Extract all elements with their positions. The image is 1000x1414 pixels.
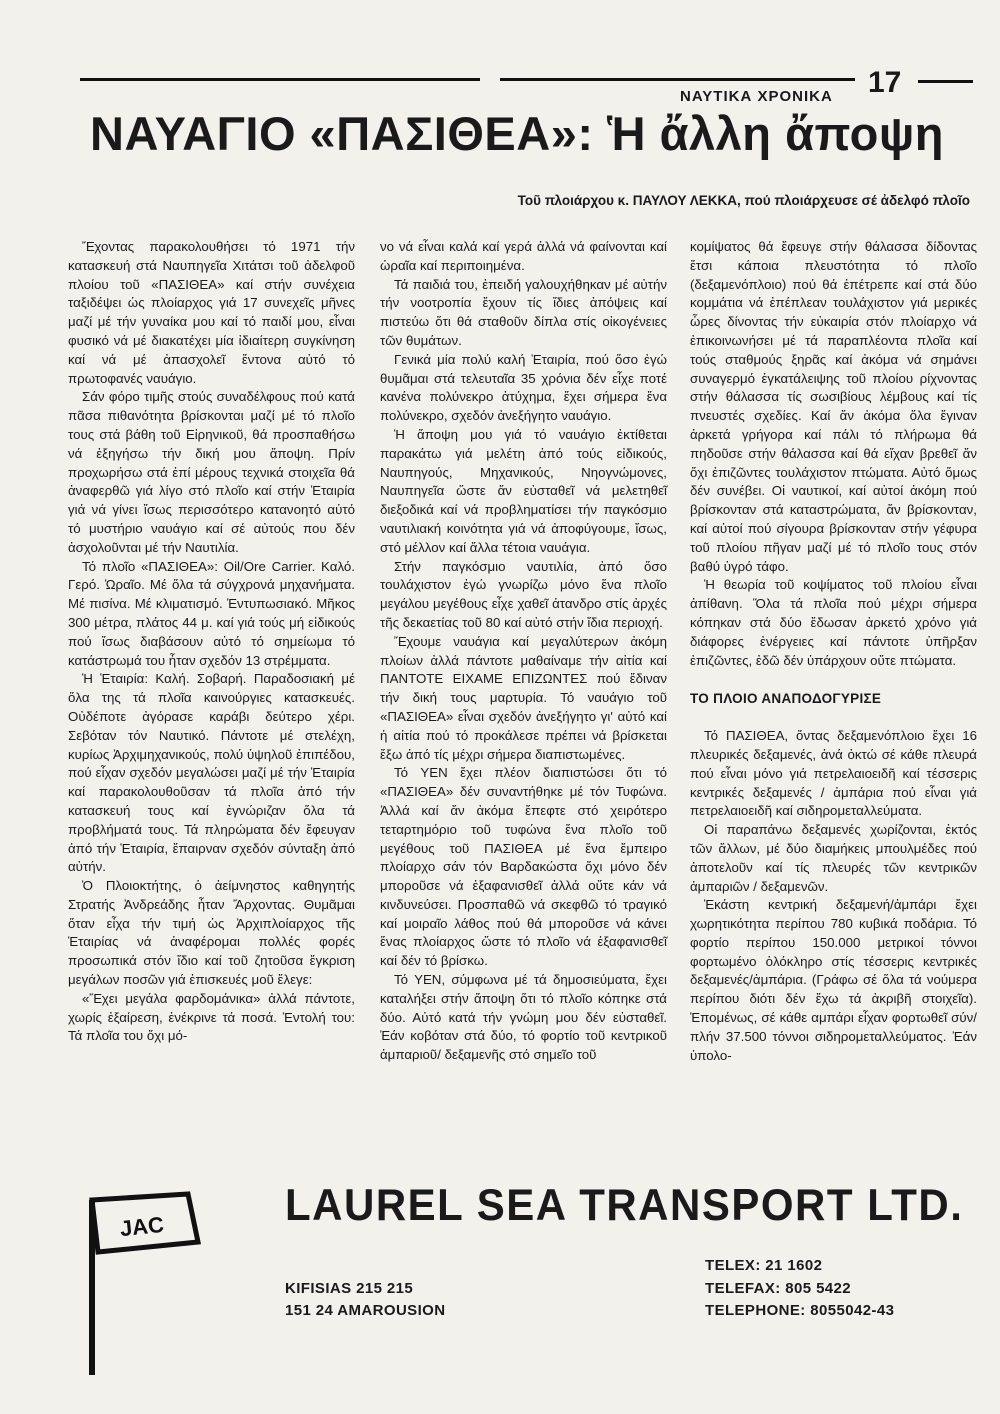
article-column-1 xyxy=(68,238,355,1046)
page-number: 17 xyxy=(868,66,902,99)
header-rule-end xyxy=(918,80,973,83)
paragraph: Ἔχουμε ναυάγια καί μεγαλύτερων ἀκόμη πλοίων ἀλλά πάντοτε μαθαίναμε τήν αἰτία καί ΠΑΝΤΟΤΕ ΕΙΧΑΜΕ ΕΠΙΖΩΝΤΕΣ πού ἔδιναν τήν δική τους μαρτυρία. Τό ναυάγιο τοῦ «ΠΑΣΙΘΕΑ» εἶναι σχεδόν ἀνεξήγητο γι' αὐτό καί ἡ αἰτία πού τό προκάλεσε πρέπει νά βρίσκεται ἔξω ἀπό τίς μέχρι σήμερα διαπιστωμένες. xyxy=(380,633,667,762)
paragraph: Ἡ Ἑταιρία: Καλή. Σοβαρή. Παραδοσιακή μέ ὅλα της τά πλοῖα καινούργιες κατασκευές. Οὐδέποτε ἀγόρασε καράβι δεύτερο χέρι. Σεβόταν τόν Ναυτικό. Πάντοτε μέ στελέχη, κυρίως Ἀρχιμηχανικούς, πολύ ὑψηλοῦ ἐπιπέδου, πού εἶχαν σχεδόν μεγαλώσει μαζί μέ τήν Ἑταιρία καί παρακολουθοῦσαν τά πλοῖα ἀπό τήν κατασκευή τους καί ἐγνώριζαν ὅλα τά προβλήματά τους. Τά πληρώματα δέν ἔφευγαν ἀπό τήν Ἑταιρία, ἔπαιρναν σχεδόν σύνταξη ἀπό αὐτήν. xyxy=(68,671,355,875)
article-column-2 xyxy=(380,238,667,1065)
article-column-3 xyxy=(690,238,977,1065)
paragraph: Ἡ ἄποψη μου γιά τό ναυάγιο ἐκτίθεται παρακάτω γιά μελέτη ἀπό τούς εἰδικούς, Ναυπηγούς, Μηχανικούς, Νηογνώμονες, Ναυπηγεῖα ὥστε ἄν εὐσταθεῖ νά μελετηθεῖ διεξοδικά καί νά προβληματίσει τήν παγκόσμιο ναυτιλιακή κοινότητα γιά νά ἀποφύγουμε, ἴσως, στό μέλλον καί ἄλλα τέτοια ναυάγια. xyxy=(380,426,667,555)
flag-icon xyxy=(70,1180,210,1380)
paragraph: Τό ΠΑΣΙΘΕΑ, ὄντας δεξαμενόπλοιο ἔχει 16 πλευρικές δεξαμενές, ἀνά ὀκτώ σέ κάθε πλευρά πού εἶναι μόνο γιά πετρελαιοειδῆ καί τέσσερις κεντρικές δεξαμενές / ἀμπάρια πού εἶναι γιά πετρελαιοειδῆ καί σιδηρομεταλλεύματα. xyxy=(690,728,977,819)
paragraph: Οἱ παραπάνω δεξαμενές χωρίζονται, ἐκτός τῶν ἄλλων, μέ δύο διαμήκεις μπουλμέδες πού ἀποτελοῦν καί τίς πλευρές τῶν κεντρικῶν ἀμπαριῶν / δεξαμενῶν. xyxy=(690,822,977,894)
paragraph: Ἑκάστη κεντρική δεξαμενή/ἀμπάρι ἔχει χωρητικότητα περίπου 780 κυβικά ποδάρια. Τό φορτίο περίπου 150.000 μετρικοί τόννοι φορτωμένο ὁλόκληρο στίς τέσσερις κεντρικές δεξαμενές/ἀμπάρια. (Γράφω σέ ὅλα τά νούμερα περίπου διότι δέν ἔχω τά ἀκριβῆ στοιχεῖα). Ἐπομένως, σέ κάθε αμπάρι εἶχαν φορτωθεῖ σύν/πλήν 37.500 τόννοι σιδηρομεταλλεύματος. Ἐάν ὑπολο- xyxy=(690,897,977,1063)
advertiser-address-line-1: KIFISIAS 215 215 xyxy=(285,1280,414,1297)
paragraph: νο νά εἶναι καλά καί γερά ἀλλά νά φαίνονται καί ὡραῖα καί περιποιημένα. xyxy=(380,239,667,273)
logo-text: JAC xyxy=(118,1211,166,1242)
paragraph: Ἡ θεωρία τοῦ κοψίματος τοῦ πλοίου εἶναι ἀπίθανη. Ὅλα τά πλοῖα πού μέχρι σήμερα κόπηκαν στά δύο ἔδωσαν ἀρκετό χρόνο γιά διάφορες ἐνέργειες καί πάντοτε ὑπῆρξαν ἐπιζῶντες, ἐδῶ δέν ὑπάρχουν οὔτε πτώματα. xyxy=(690,577,977,668)
article-byline: Τοῦ πλοιάρχου κ. ΠΑΥΛΟΥ ΛΕΚΚΑ, πού πλοιάρχευσε σέ ἀδελφό πλοῖο xyxy=(517,193,970,208)
paragraph: Τά παιδιά του, ἐπειδή γαλουχήθηκαν μέ αὐτήν τήν νοοτροπία ἔχουν τίς ἴδιες ἀπόψεις καί πιστεύω ὅτι θά σταθοῦν δίπλα στίς οἰκογένειες τῶν θυμάτων. xyxy=(380,276,667,348)
magazine-title: ΝΑΥΤΙΚΑ ΧΡΟΝΙΚΑ xyxy=(680,88,833,105)
article-headline: ΝΑΥΑΓΙΟ «ΠΑΣΙΘΕΑ»: Ἡ ἄλλη ἄποψη xyxy=(90,107,944,160)
paragraph: κομίψατος θά ἔφευγε στήν θάλασσα δίδοντας ἔτσι κάποια πλευστότητα τό πλοῖο (δεξαμενόπλοιο) πού θά ἐπέτρεπε καί στά δύο κομμάτια νά ἐπέπλεαν τουλάχιστον γιά μερικές ὧρες δίνοντας τήν εὐκαιρία στόν πλοίαρχο νά ἐπικοινωνήσει μέ τά παραπλέοντα πλοῖα καί τούς σταθμούς ξηρᾶς καί ἀκόμα νά σημάνει συναγερμό ἐγκατάλειψης τοῦ πλοίου ρίχνοντας στήν θάλασσα τίς σωσιβίους λέμβους καί τίς πνευστές σχεδίες. Καί ἄν ἀκόμα ὅλα ἔγιναν ἀρκετά γρήγορα καί πάλι τό πλήρωμα θά πηδοῦσε στήν θάλασσα καί θά εἴχαν βρεθεῖ ἄν ὄχι ἐπιζῶντες τουλάχιστον πτώματα. Αὐτό ὅμως δέν συνέβει. Οἱ ναυτικοί, καί αὐτοί ἀκόμη πού βρίσκονταν στά καταστρώματα, ἄν βρίσκονταν, καί αὐτοί πού σίγουρα βρίσκονταν στήν γέφυρα τοῦ πλοίου πῆγαν μαζί μέ τό πλοῖο τους στόν βαθύ ὑγρό τάφο. xyxy=(690,239,977,574)
paragraph: Τό ΥΕΝ ἔχει πλέον διαπιστώσει ὅτι τό «ΠΑΣΙΘΕΑ» δέν συναντήθηκε μέ τόν Τυφώνα. Ἀλλά καί ἄν ἀκόμα ἔπεφτε στό χειρότερο τεταρτημόριο τοῦ τυφώνα ἕνα πλοῖο τοῦ μεγέθους τοῦ ΠΑΣΙΘΕΑ μέ ἕνα ἔμπειρο πλοίαρχο σάν τόν Βαρδακώστα ὄχι μόνο δέν μποροῦσε νά ἐξαφανισθεῖ ἀλλά οὔτε κάν νά κινδυνεύσει. Προσπαθῶ νά σκεφθῶ τό τραγικό καί μοιραῖο λάθος πού θά μποροῦσε νά κάνει ἕνας πλοίαρχος ὥστε τό πλοῖο νά ἐξαφανισθεῖ καί δέν τό βρίσκω. xyxy=(380,765,667,969)
paragraph: Τό ΥΕΝ, σύμφωνα μέ τά δημοσιεύματα, ἔχει καταλήξει στήν ἄποψη ὅτι τό πλοῖο κόπηκε στά δύο. Αὐτό κατά τήν γνώμη μου δέν εὐσταθεῖ. Ἐάν κοβόταν στά δύο, τό φορτίο τοῦ κεντρικοῦ ἀμπαριοῦ/ δεξαμενῆς στό σημεῖο τοῦ xyxy=(380,972,667,1063)
advertiser-company-name: LAUREL SEA TRANSPORT LTD. xyxy=(285,1180,964,1230)
advertiser-address-line-2: 151 24 AMAROUSION xyxy=(285,1302,446,1319)
paragraph: Σάν φόρο τιμῆς στούς συναδέλφους πού κατά πᾶσα πιθανότητα βρίσκονται μαζί μέ τό πλοῖο τους στά βάθη τοῦ Εἰρηνικοῦ, θά προσπαθήσω νά ἐξηγήσω τήν δική μου ἄποψη. Πρίν προχωρήσω στά ἐπί μέρους τεχνικά στοιχεῖα θά ἀναφερθῶ γιά λίγο στό πλοῖο καί στήν Ἑταιρία γιά νά γίνει ἴσως περισσότερο κατανοητό αὐτό τό μυστήριο ναυάγιο καί σέ αὐτούς που δέν ἀσχολοῦνται μέ τήν Ναυτιλία. xyxy=(68,389,355,555)
advertiser-telefax: TELEFAX: 805 5422 xyxy=(705,1280,852,1297)
section-subheading: ΤΟ ΠΛΟΙΟ ΑΝΑΠΟΔΟΓΥΡΙΣΕ xyxy=(690,691,882,707)
jac-flag-logo xyxy=(70,1180,210,1380)
paragraph: Τό πλοῖο «ΠΑΣΙΘΕΑ»: Oil/Ore Carrier. Καλό. Γερό. Ὡραῖο. Μέ ὅλα τά σύγχρονά μηχανήματα. Μέ πισίνα. Μέ κλιματισμό. Ἐντυπωσιακό. Μῆκος 300 μέτρα, πλάτος 44 μ. καί γιά τούς μή εἰδικούς πού ἴσως διαβάσουν αὐτό τό σημείωμα τό κατάστρωμά του ἦταν σχεδόν 13 στρέμματα. xyxy=(68,558,355,668)
header-rule-right xyxy=(500,78,855,81)
paragraph: «Ἔχει μεγάλα φαρδομάνικα» ἀλλά πάντοτε, χωρίς ἐξαίρεση, ἐνέκρινε τά ποσά. Ἐντολή του: Τά πλοῖα του ὄχι μό- xyxy=(68,990,355,1044)
advertiser-telex: TELEX: 21 1602 xyxy=(705,1257,823,1274)
paragraph: Στήν παγκόσμιο ναυτιλία, ἀπό ὅσο τουλάχιστον ἐγώ γνωρίζω μόνο ἕνα πλοῖο μεγάλου μεγέθους εἶχε χαθεῖ ἀτανδρο στίς ἀρχές τῆς δεκαετίας τοῦ 80 καί αὐτό στήν ἴδια περιοχή. xyxy=(380,558,667,630)
paragraph: Γενικά μία πολύ καλή Ἑταιρία, πού ὅσο ἐγώ θυμᾶμαι στά τελευταῖα 35 χρόνια δέν εἶχε ποτέ κανένα πολύνεκρο ἀτύχημα, ἔχει σήμερα ἕνα πολύνεκρο, σχεδόν ἀνεξήγητο ναυάγιο. xyxy=(380,351,667,424)
paragraph: Ἔχοντας παρακολουθήσει τό 1971 τήν κατασκευή στά Ναυπηγεῖα Χιτάτσι τοῦ ἀδελφοῦ πλοίου τοῦ «ΠΑΣΙΘΕΑ» καί στήν συνέχεια ταξιδέψει ὡς πλοίαρχος γιά 17 συνεχεῖς μῆνες μαζί μέ τήν γυναίκα μου καί τό παιδί μου, εἶναι φυσικό νά μέ διακατέχει μία ἰδιαίτερη συγκίνηση καί νά μέ ἀπασχολεῖ ἔντονα αὐτό τό πρωτοφανές ναυάγιο. xyxy=(68,239,355,386)
header-rule-left xyxy=(80,78,480,81)
advertiser-telephone: TELEPHONE: 8055042-43 xyxy=(705,1302,895,1319)
paragraph: Ὁ Πλοιοκτήτης, ὁ ἀείμνηστος καθηγητής Στρατής Ἀνδρεάδης ἦταν Ἄρχοντας. Θυμᾶμαι ὅταν εἶχα τήν τιμή ὡς Ἀρχιπλοίαρχος τῆς Ἑταιρίας νά ἀναφέρομαι πολλές φορές προσωπικά στόν ἴδιο καί τοῦ ζητοῦσα ἔγκριση μεγάλων ποσῶν γιά ἐπισκευές μοῦ ἔλεγε: xyxy=(68,878,355,988)
